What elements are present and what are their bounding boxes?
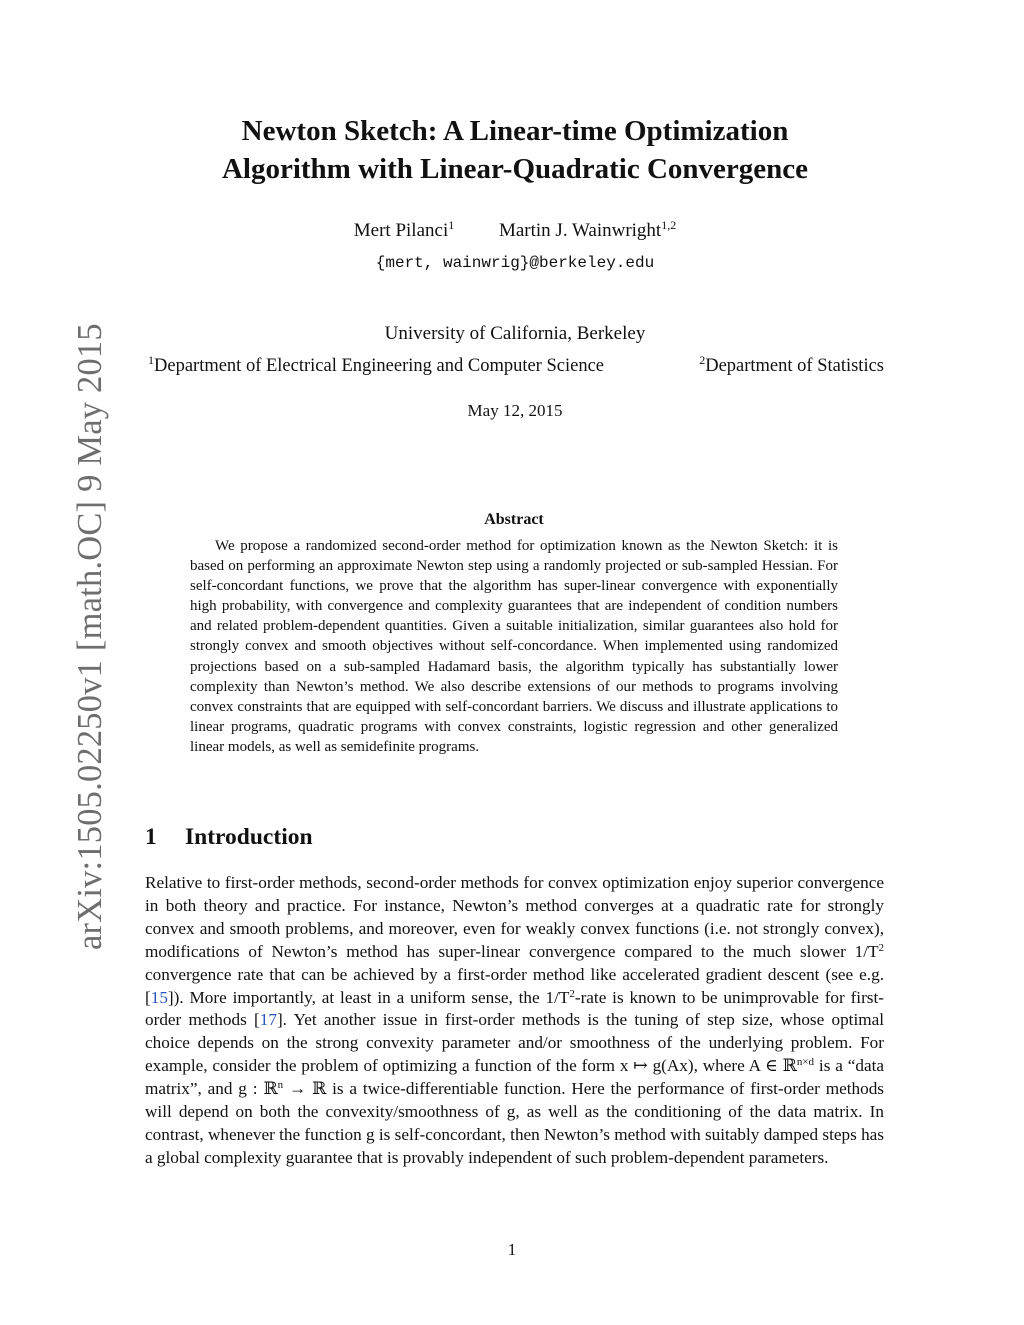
superscript: n — [277, 1079, 284, 1092]
section-number: 1 — [145, 824, 157, 850]
author-name: Martin J. Wainwright — [498, 220, 662, 241]
intro-text-part: ]). More importantly, at least in a uniform sense, the 1/T — [167, 987, 570, 1007]
paper-title — [140, 112, 890, 188]
intro-text-part: → ℝ is a twice-differentiable function. Here the performance of first-order methods will depend on both the convexity/smoothness of g, as well as the conditioning of the data matrix. In contrast, whenever the function g is self-concordant, then Newton’s method with suitably damped steps has a global complexity guarantee that is provably independent of such problem-dependent parameters. — [145, 1079, 884, 1167]
university: University of California, Berkeley — [384, 323, 646, 344]
department-mark: 2 — [699, 353, 706, 367]
title-line-2: Algorithm with Linear-Quadratic Convergence — [221, 153, 809, 185]
section-heading — [145, 824, 313, 851]
author-email: {mert, wainwrig}@berkeley.edu — [375, 254, 655, 272]
author-name: Mert Pilanci — [353, 220, 449, 241]
page-number: 1 — [507, 1240, 517, 1259]
title-line-1: Newton Sketch: A Linear-time Optimization — [241, 115, 789, 147]
abstract-heading: Abstract — [484, 511, 544, 528]
departments — [148, 353, 884, 377]
department-name: Department of Electrical Engineering and Computer Science — [154, 356, 604, 376]
author-list — [140, 218, 890, 242]
intro-text-part: -rate is known to be unimprovable for first-order methods [ — [145, 987, 884, 1030]
intro-text-part: is a “data matrix”, and g : ℝ — [145, 1056, 884, 1099]
section-title: Introduction — [185, 824, 313, 850]
superscript: 2 — [878, 941, 884, 954]
intro-text-part: convergence rate that can be achieved by a first-order method like accelerated gradient descent (see e.g. [ — [145, 964, 884, 1007]
intro-paragraph — [145, 872, 884, 1170]
intro-text-part: Relative to first-order methods, second-order methods for convex optimization enjoy superior convergence in both theory and practice. For instance, Newton’s method converges at a quadratic rate for strongly convex and smooth problems, and moreover, even for weakly convex functions (i.e. not strongly convex), modifications of Newton’s method has super-linear convergence compared to the much slower 1/T — [145, 873, 884, 961]
department-name: Department of Statistics — [705, 356, 884, 376]
department-2 — [699, 353, 884, 377]
citation-link[interactable]: 17 — [259, 1010, 277, 1030]
superscript: n×d — [796, 1056, 815, 1069]
department-1 — [148, 353, 604, 377]
author-2 — [499, 218, 676, 242]
department-mark: 1 — [148, 353, 154, 367]
author-affiliation-mark: 1 — [448, 218, 455, 232]
arxiv-side-stamp — [12, 323, 109, 950]
superscript: 2 — [569, 987, 575, 1000]
author-affiliation-mark: 1,2 — [661, 218, 677, 232]
paper-date: May 12, 2015 — [467, 401, 563, 420]
author-1 — [354, 218, 454, 242]
arxiv-identifier: arXiv:1505.02250v1 [math.OC] 9 May 2015 — [71, 323, 109, 950]
citation-link[interactable]: 15 — [150, 987, 168, 1007]
intro-text-part: ]. Yet another issue in first-order methods is the tuning of step size, whose optimal choice depends on the strong convexity parameter and/or smoothness of the underlying problem. For example, consider the problem of optimizing a function of the form x ↦ g(Ax), where A ∈ ℝ — [145, 1010, 885, 1076]
abstract-text: We propose a randomized second-order method for optimization known as the Newton Sketch: it is based on performing an approximate Newton step using a randomly projected or sub-sampled Hessian. For self-concordant functions, we prove that the algorithm has super-linear convergence with exponentially high probability, with convergence and complexity guarantees that are independent of condition numbers and related problem-dependent quantities. Given a suitable initialization, similar guarantees also hold for strongly convex and smooth objectives without self-concordance. When implemented using randomized projections based on a sub-sampled Hadamard basis, the algorithm typically has substantially lower complexity than Newton’s method. We also describe extensions of our methods to programs involving convex constraints that are equipped with self-concordant barriers. We discuss and illustrate applications to linear programs, quadratic programs with convex constraints, logistic regression and other generalized linear models, as well as semidefinite programs. — [190, 538, 838, 755]
